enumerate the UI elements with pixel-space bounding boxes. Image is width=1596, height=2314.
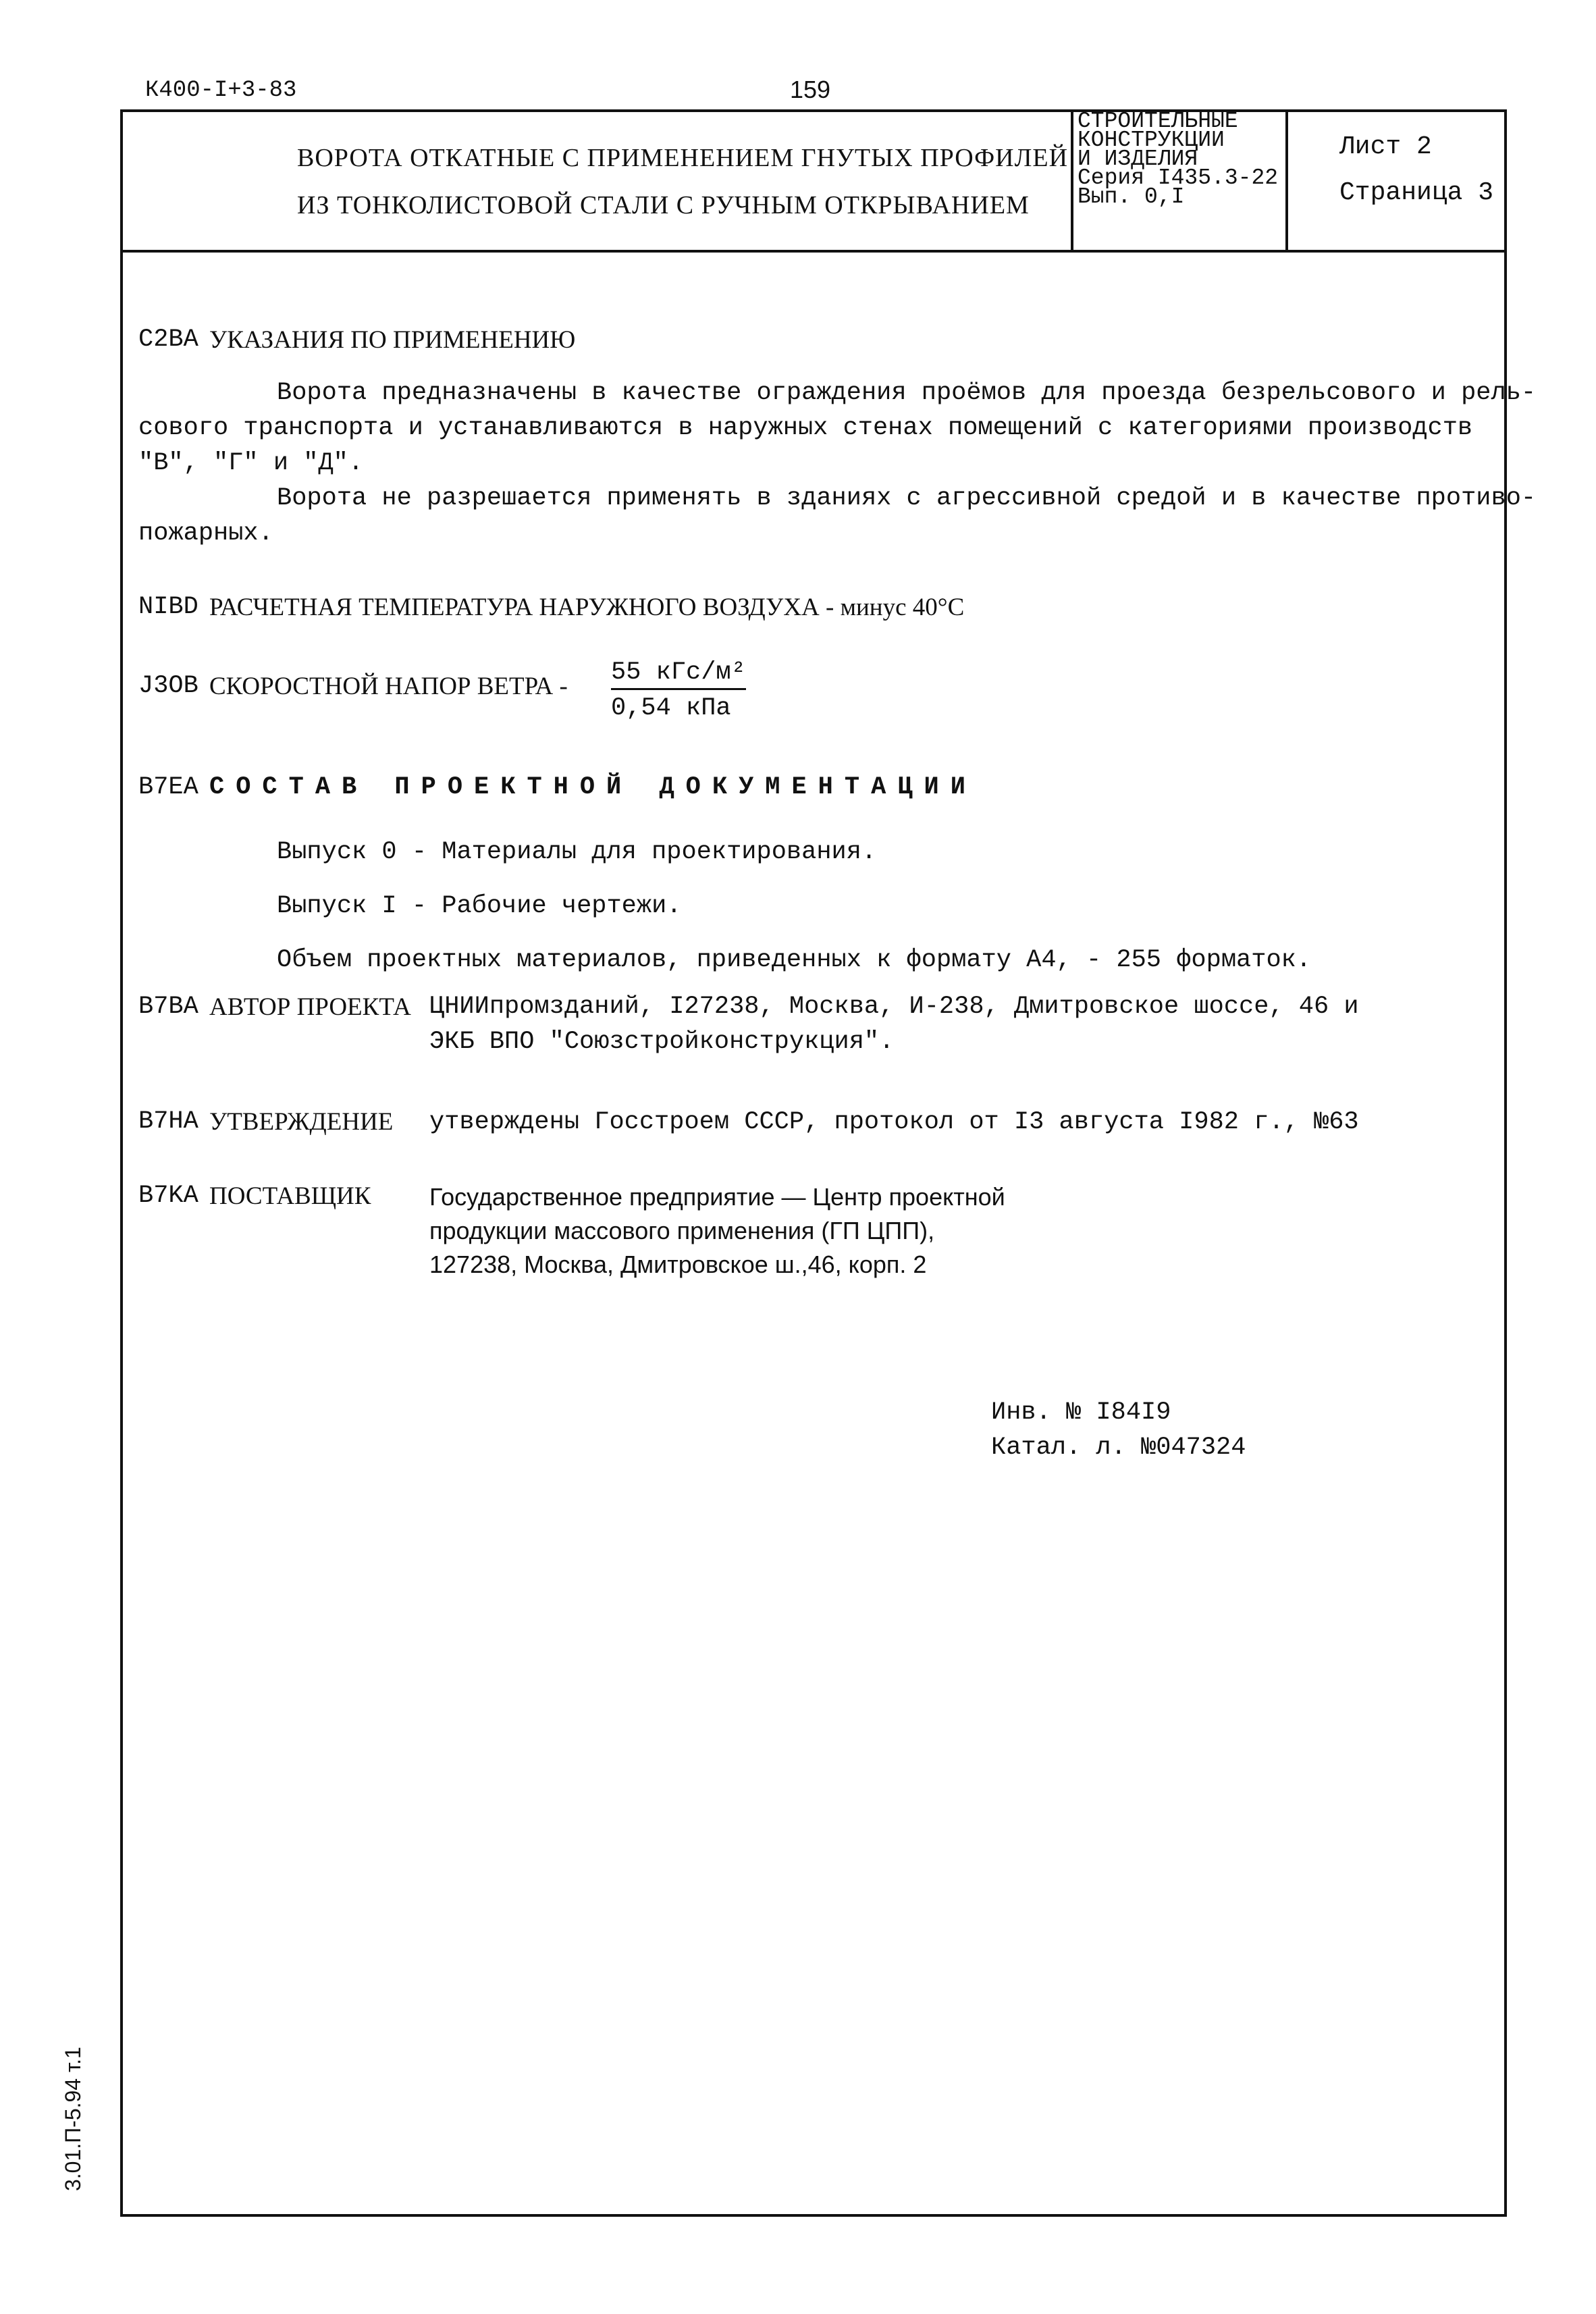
usage-paragraph-1: Ворота предназначены в качестве ограждения проёмов для проезда безрельсового и рель- сового транспорта и устанавливаются в наружных стенах помещений с категориями производств "В", "Г" и "Д". bbox=[138, 379, 1537, 477]
series-line: Вып. 0,I bbox=[1078, 184, 1185, 209]
inventory-number: Инв. № I84I9 bbox=[991, 1398, 1171, 1427]
supplier-label: ПОСТАВЩИК bbox=[209, 1182, 371, 1210]
author-label: АВТОР ПРОЕКТА bbox=[209, 993, 411, 1021]
series-line: СТРОИТЕЛЬНЫЕ bbox=[1078, 109, 1238, 134]
header-title-line1: ВОРОТА ОТКАТНЫЕ С ПРИМЕНЕНИЕМ ГНУТЫХ ПРОФИЛЕЙ bbox=[297, 144, 1069, 172]
approval-text: утверждены Госстроем СССР, протокол от I3 августа I982 г., №63 bbox=[429, 1108, 1359, 1136]
composition-item: Выпуск 0 - Материалы для проектирования. bbox=[277, 838, 877, 866]
series-line: КОНСТРУКЦИИ bbox=[1078, 128, 1225, 153]
section-code-supplier: B7KA bbox=[138, 1182, 198, 1210]
section-title-usage: УКАЗАНИЯ ПО ПРИМЕНЕНИЮ bbox=[209, 326, 576, 354]
header-title-line2: ИЗ ТОНКОЛИСТОВОЙ СТАЛИ С РУЧНЫМ ОТКРЫВАНИЕМ bbox=[297, 191, 1030, 219]
section-code-usage: C2BA bbox=[138, 325, 198, 354]
section-code-approval: B7HA bbox=[138, 1107, 198, 1136]
section-code-temperature: NIBD bbox=[138, 593, 198, 621]
header-divider-2 bbox=[1285, 109, 1288, 250]
side-note: 3.01.П-5.94 т.1 bbox=[61, 2047, 85, 2191]
approval-label: УТВЕРЖДЕНИЕ bbox=[209, 1108, 394, 1136]
section-code-wind: J3OB bbox=[138, 672, 198, 700]
section-code-author: B7BA bbox=[138, 993, 198, 1021]
doc-code: К400-I+3-83 bbox=[145, 78, 297, 103]
temperature-text: РАСЧЕТНАЯ ТЕМПЕРАТУРА НАРУЖНОГО ВОЗДУХА - минус 40°С bbox=[209, 594, 965, 621]
section-code-composition: B7EA bbox=[138, 773, 198, 801]
series-line: Серия I435.3-22 bbox=[1078, 165, 1279, 190]
composition-title: СОСТАВ ПРОЕКТНОЙ ДОКУМЕНТАЦИИ bbox=[209, 773, 977, 801]
wind-pressure-fraction bbox=[611, 658, 746, 722]
header-divider-1 bbox=[1071, 109, 1073, 250]
title-block bbox=[120, 109, 1507, 253]
composition-list bbox=[277, 825, 1311, 987]
sheet-number: Лист 2 bbox=[1339, 132, 1432, 161]
series-block bbox=[1078, 109, 1279, 209]
author-text: ЦНИИпромзданий, I27238, Москва, И-238, Дмитровское шоссе, 46 и ЭКБ ВПО "Союзстройконструкция". bbox=[429, 993, 1359, 1056]
page-label: Страница 3 bbox=[1339, 178, 1494, 207]
page-number: 159 bbox=[790, 76, 831, 103]
series-line: И ИЗДЕЛИЯ bbox=[1078, 147, 1198, 172]
wind-pressure-numerator: 55 кГс/м² bbox=[611, 658, 746, 690]
usage-paragraph-2: Ворота не разрешается применять в зданиях с агрессивной средой и в качестве противо- пожарных. bbox=[138, 484, 1537, 548]
composition-item: Объем проектных материалов, приведенных к формату А4, - 255 форматок. bbox=[277, 946, 1312, 974]
supplier-text: Государственное предприятие — Центр проектной продукции массового применения (ГП ЦПП), 127238, Москва, Дмитровское ш.,46, корп. 2 bbox=[429, 1183, 1005, 1278]
catalog-sheet-number: Катал. л. №047324 bbox=[991, 1434, 1246, 1462]
wind-label: СКОРОСТНОЙ НАПОР ВЕТРА - bbox=[209, 673, 568, 700]
wind-pressure-denominator: 0,54 кПа bbox=[611, 694, 731, 722]
inventory-block bbox=[991, 1395, 1246, 1465]
composition-item: Выпуск I - Рабочие чертежи. bbox=[277, 892, 682, 920]
